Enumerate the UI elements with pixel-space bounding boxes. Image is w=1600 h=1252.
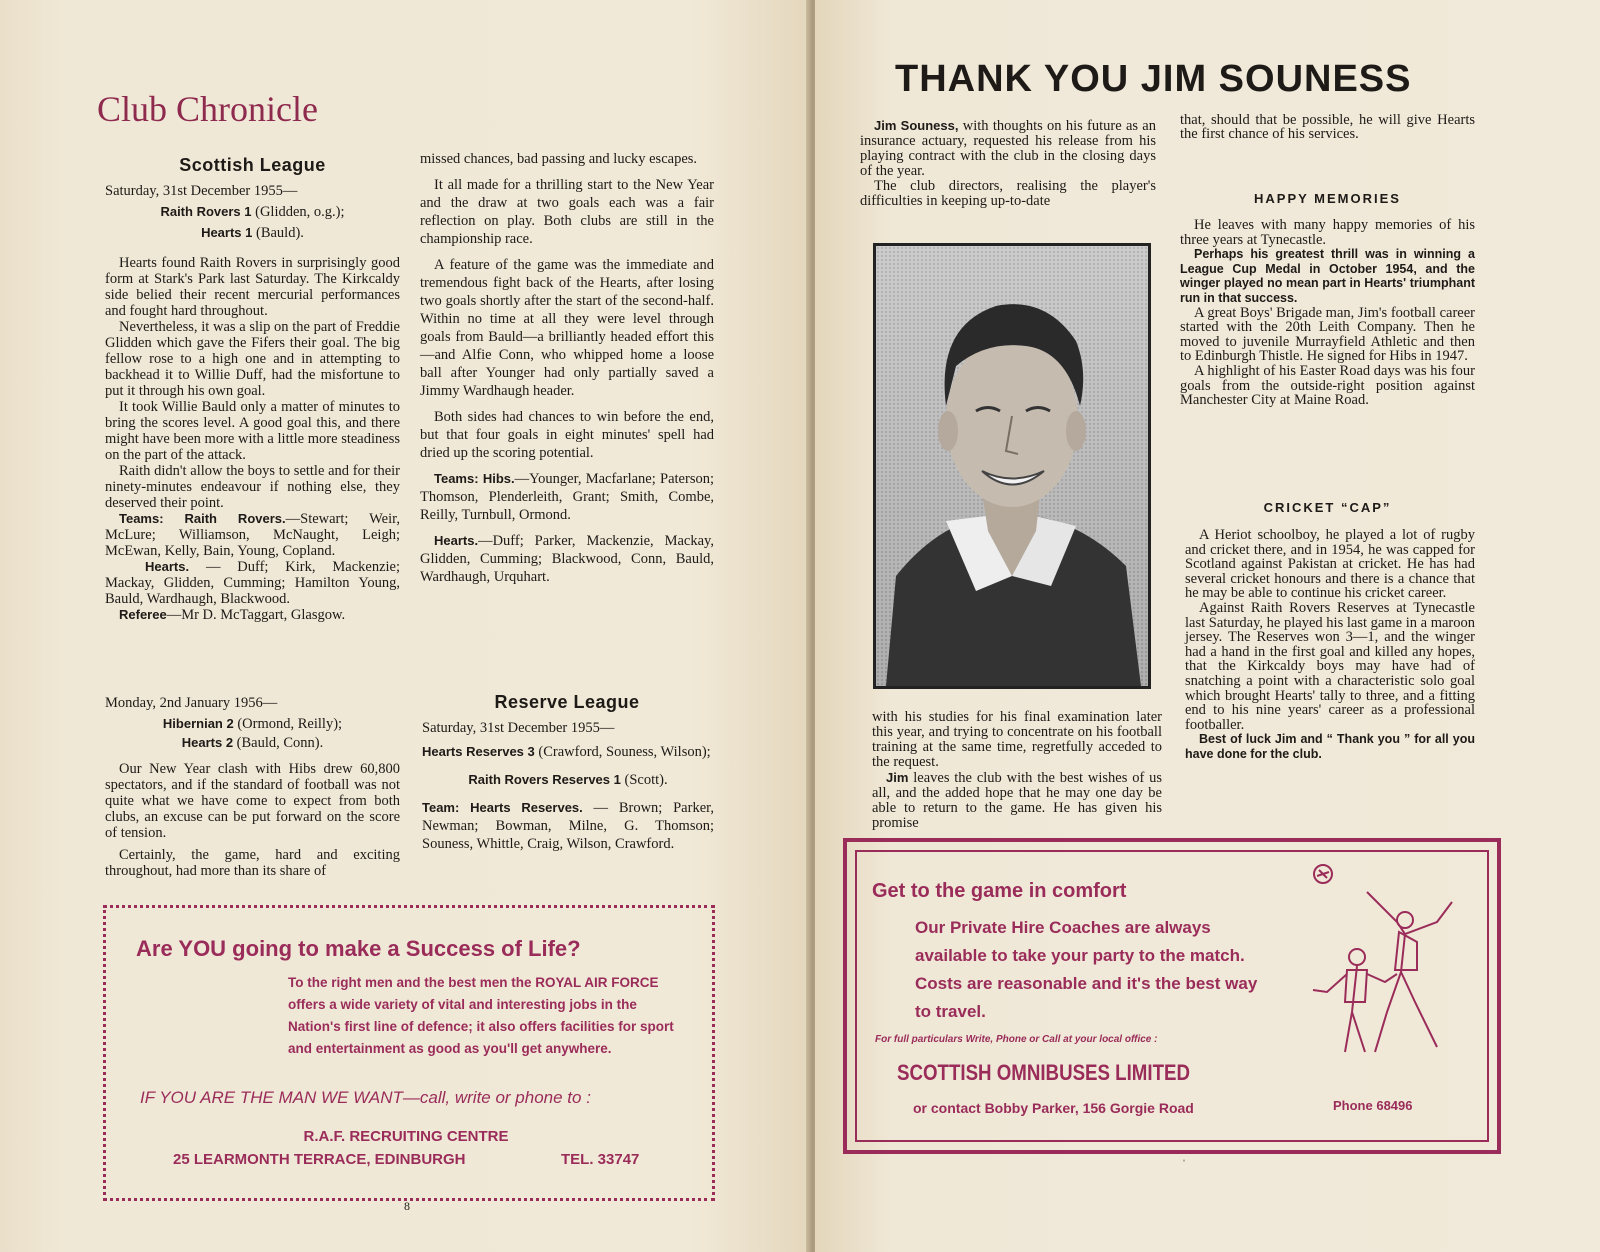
match1-report [105,255,400,623]
referee-name: —Mr D. McTaggart, Glasgow. [166,607,346,623]
bus-contact: or contact Bobby Parker, 156 Gorgie Road [913,1100,1194,1116]
teams-label: Teams: Raith Rovers. [119,511,286,526]
reserve-result-hearts [422,743,714,761]
bus-body: Our Private Hire Coaches are always available to take your party to the match. Costs are reasonable and it's the best way to travel. [915,918,1258,1021]
match2-para-2: Certainly, the game, hard and exciting throughout, had more than its share of [105,847,400,879]
happy-memories-block [1180,218,1475,408]
raf-address: 25 LEARMONTH TERRACE, EDINBURGH [173,1151,466,1168]
player-portrait-image [876,246,1148,686]
col2-para-2: It all made for a thrilling start to the New Year and the draw at two goals each was a fair reflection on play. Both clubs are still in the championship race. [420,177,714,247]
happy-para-2: Perhaps his greatest thrill was in winning a League Cup Medal in October 1954, and the winger played no mean part in Hearts' triumphant run in that success. [1180,247,1475,305]
happy-para-4: A highlight of his Easter Road days was his four goals from the outside-right position against Manchester City at Maine Road. [1180,362,1475,409]
reserve-date: Saturday, 31st December 1955— [422,720,615,736]
hearts-score: Hearts 1 [201,225,253,240]
below-photo-para: with his studies for his final examination later this year, and trying to concentrate on his football training at the same time, regretfully acceded to the request. [872,709,1162,770]
right-col-top [1180,113,1475,141]
closing-line: Best of luck Jim and “ Thank you ” for all you have done for the club. [1185,732,1475,761]
bus-company: SCOTTISH OMNIBUSES LIMITED [897,1060,1190,1085]
bus-phone: Phone 68496 [1333,1098,1413,1113]
raf-headline: Are YOU going to make a Success of Life? [136,936,581,961]
match1-para-2: Nevertheless, it was a slip on the part of Freddie Glidden which gave the Fifers their goal. The big fellow rose to a high one and in attempting to backhead it to Willie Duff, had the misfortune to put it through his own goal. [105,319,400,399]
page-title: Club Chronicle [97,89,318,129]
bus-advert [843,838,1501,1154]
col2-para-1: missed chances, bad passing and lucky escapes. [420,151,698,167]
hearts-score-2: Hearts 2 [181,735,234,750]
happy-memories-heading: HAPPY MEMORIES [1254,191,1401,206]
match1-teams [105,511,400,559]
hibs-score: Hibernian 2 [162,716,234,731]
bus-small-print: For full particulars Write, Phone or Call at your local office : [875,1034,1158,1045]
raith-scorers: (Glidden, o.g.); [251,204,345,220]
col2-hibs-team [420,470,714,524]
raith-score: Raith Rovers 1 [160,204,252,219]
below-photo-text: leaves the club with the best wishes of us all, and the added hope that he may one day be able to return to the game. He has given his promise [872,770,1162,831]
hibs-lineup: —Younger, Macfarlane; Paterson; Thomson, Plenderleith, Grant; Smith, Combe, Reilly, Turnbull, Ormond. [420,471,714,523]
page-mark [1182,1156,1186,1172]
col2-para-4: Both sides had chances to win before the end, but that four goals in eight minutes' spell had dried up the scoring potential. [420,409,714,461]
hearts-scorers-2: (Bauld, Conn). [233,735,324,751]
raf-advert [103,905,715,1201]
match1-block [105,183,400,623]
feature-title: THANK YOU JIM SOUNESS [895,58,1412,100]
right-col-para-1: that, should that be possible, he will give Hearts the first chance of his services. [1180,112,1475,142]
match1-referee [105,607,400,623]
raf-tel: TEL. 33747 [561,1151,640,1168]
page-mark-tick: ˈ [1182,1157,1186,1171]
player-photo [873,243,1151,689]
hearts-lineup: — Duff; Kirk, Mackenzie; Mackay, Glidden, Cumming; Hamilton Young, Bauld, Wardhaugh, Blackwood. [105,559,400,607]
match1-para-3: It took Willie Bauld only a matter of minutes to bring the scores level. A good goal this, and there might have been more with a little more steadiness on the part of the attack. [105,399,400,463]
match2-para-1: Our New Year clash with Hibs drew 60,800 spectators, and if the standard of football was not quite what we have come to expect from both clubs, an excuse can be put forward on the score of tension. [105,761,400,841]
raith-lineup: —Stewart; Weir, McLure; Williamson, McNaught, Leigh; McEwan, Kelly, Bain, Young, Copland. [105,511,400,559]
cricket-block [1185,528,1475,762]
col2-hearts-team [420,532,714,586]
reserve-lineup: — Brown; Parker, Newman; Bowman, Milne, G. Thomson; Souness, Whittle, Craig, Wilson, Crawford. [422,800,714,852]
page-number: 8 [404,1199,410,1213]
happy-para-1: He leaves with many happy memories of his three years at Tynecastle. [1180,217,1475,248]
scottish-league-heading: Scottish League [179,155,326,175]
match2-result-hibs [105,716,400,732]
cricket-para-1: A Heriot schoolboy, he played a lot of rugby and cricket there, and in 1954, he was capped for Scotland against Pakistan at cricket. He has had several cricket honours and there is a chance that he may be able to continue his cricket career. [1185,527,1475,602]
hearts-label: Hearts. [145,559,190,574]
match2-date: Monday, 2nd January 1956— [105,695,278,711]
match1-result-raith [105,204,400,220]
reserve-team [422,799,714,853]
intro-block [860,118,1156,209]
jim-label: Jim [886,770,909,785]
raith-reserves-scorers: (Scott). [620,772,668,788]
happy-para-3: A great Boys' Brigade man, Jim's football career started with the 20th Leith Company. Then he moved to juvenile Murrayfield Athletic and then to Edinburgh Thistle. He signed for Hibs in 1947. [1180,304,1475,365]
hearts-label-2: Hearts. [434,533,479,548]
hibs-scorers: (Ormond, Reilly); [233,716,343,732]
reserve-block [422,720,714,853]
hearts-reserves-scorers: (Crawford, Souness, Wilson); [534,744,711,760]
raf-org: R.A.F. RECRUITING CENTRE [303,1128,509,1145]
below-photo-block [872,710,1162,831]
col2-para-3: A feature of the game was the immediate and tremendous fight back of the Hearts, after losing two goals shortly after the start of the second-half. Within no time at all they were level through goals from Bauld—a brilliantly headed effort this—and Alfie Conn, who whipped home a loose ball after Younger had only partially saved a Jimmy Wardhaugh header. [420,257,714,399]
below-photo-para-2 [872,770,1162,831]
reserve-league-heading: Reserve League [494,692,640,712]
match1-hearts-team [105,559,400,607]
match1-para-4: Raith didn't allow the boys to settle and for their ninety-minutes endeavour if nothing else, they deserved their point. [105,463,400,511]
hearts-lineup-2: —Duff; Parker, Mackenzie, Mackay, Glidden, Cumming; Blackwood, Conn, Bauld, Wardhaugh, Urquhart. [420,533,714,585]
bus-headline: Get to the game in comfort [872,880,1127,902]
raith-reserves-score: Raith Rovers Reserves 1 [468,772,621,787]
intro-name: Jim Souness, [874,118,959,133]
teams-label-2: Teams: Hibs. [434,471,515,486]
raf-body: To the right men and the best men the ROYAL AIR FORCE offers a wide variety of vital and interesting jobs in the Nation's first line of defence; it also offers facilities for sport and entertainment as good as you'll get anywhere. [288,975,674,1056]
cricket-heading: CRICKET “CAP” [1263,500,1392,515]
match1-result-hearts [105,225,400,241]
reserve-result-raith [422,771,714,789]
hearts-reserves-score: Hearts Reserves 3 [422,744,535,759]
footballers-illustration [1287,862,1477,1082]
match2-block [105,695,400,879]
intro-para-2: The club directors, realising the player's difficulties in keeping up-to-date [860,178,1156,209]
right-page [815,0,1600,1252]
raf-tagline: IF YOU ARE THE MAN WE WANT—call, write or phone to : [140,1088,591,1107]
reserve-team-label: Team: Hearts Reserves. [422,800,583,815]
match1-date: Saturday, 31st December 1955— [105,183,298,199]
match2-result-hearts [105,735,400,751]
intro-text: with thoughts on his future as an insurance actuary, requested his release from his playing contract with the club in the closing days of the year. [860,118,1156,179]
match2-report [105,761,400,879]
col2-text [420,150,714,586]
hearts-scorers: (Bauld). [252,225,304,241]
match1-para-1: Hearts found Raith Rovers in surprisingly good form at Stark's Park last Saturday. The Kirkcaldy side belied their recent mercurial performances and fought hard throughout. [105,255,400,319]
cricket-para-2: Against Raith Rovers Reserves at Tynecastle last Saturday, he played his last game in a maroon jersey. The Reserves won 3—1, and the winger had a hand in the first goal and killed any hopes, that the Kirkcaldy boys may have had of snatching a point with a characteristic solo goal which brought Hearts' tally to three, and a fitting end to his nine years' career as a professional footballer. [1185,599,1475,733]
intro-para [860,118,1156,179]
referee-label: Referee [119,607,167,622]
